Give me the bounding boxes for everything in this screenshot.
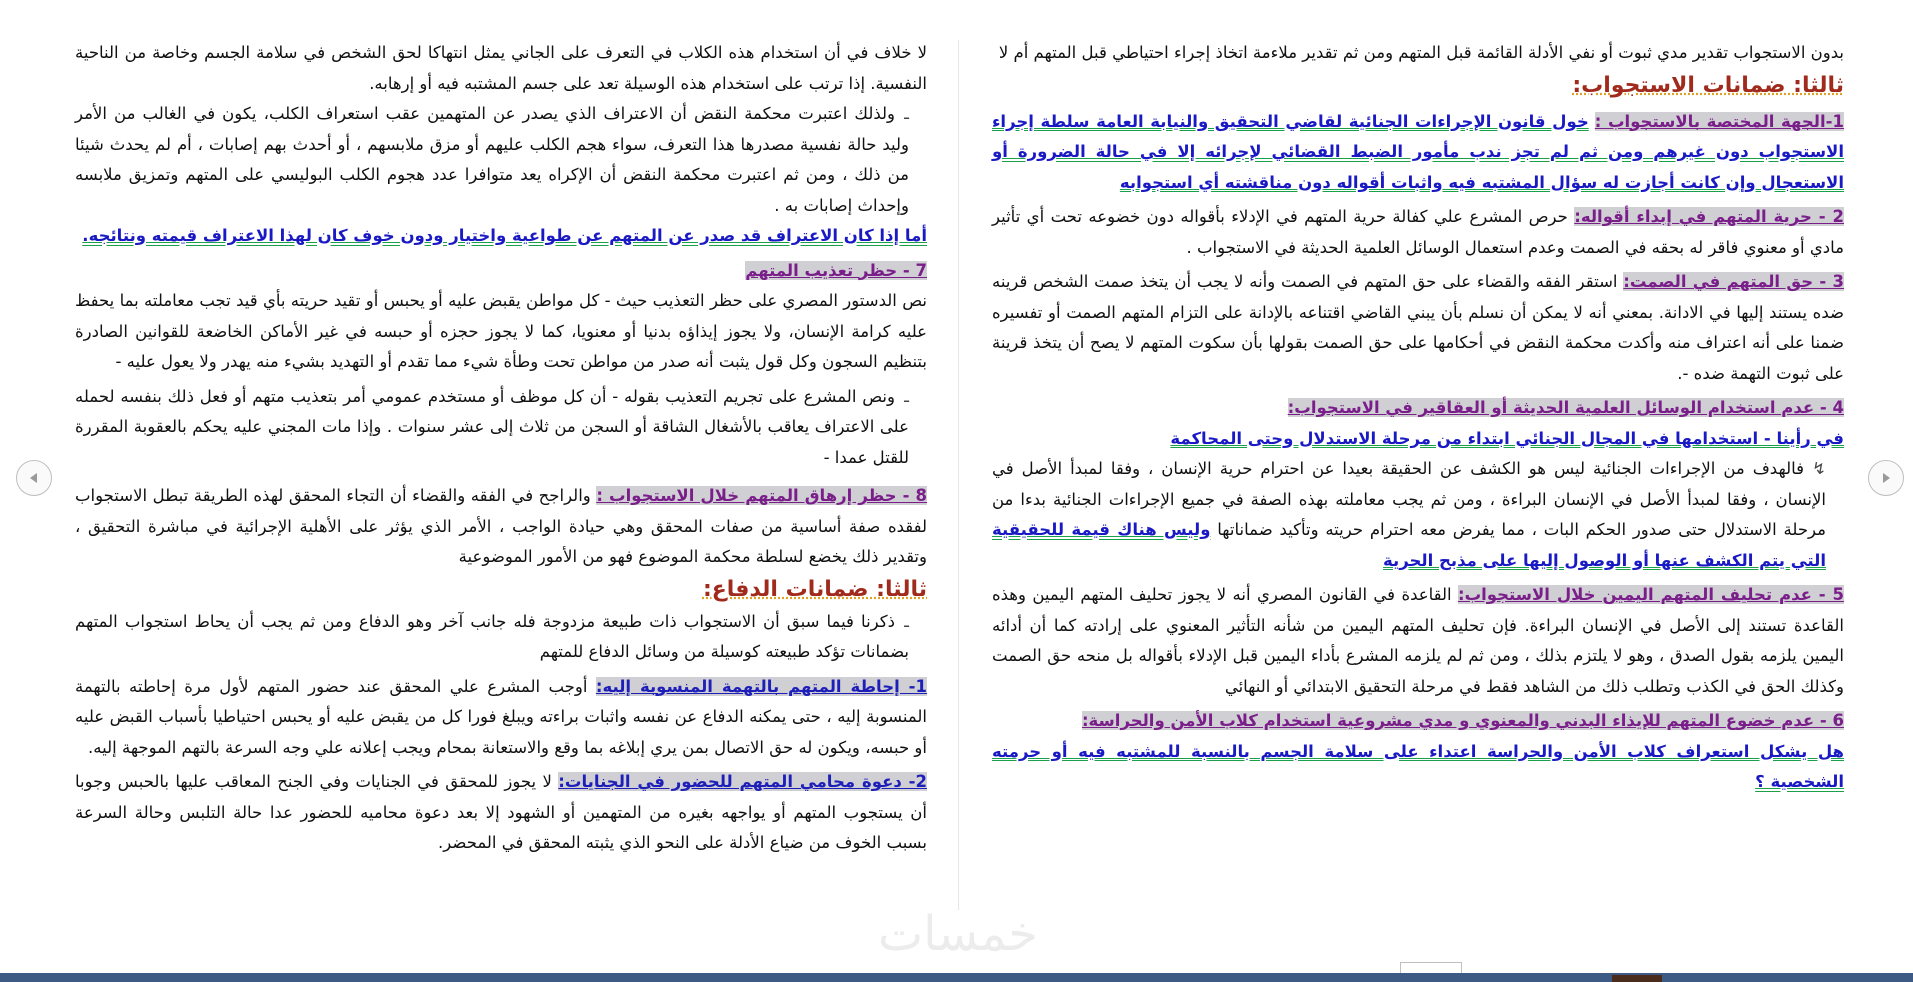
section-title-defense: ثالثا: ضمانات الدفاع: — [702, 576, 927, 602]
item-4-paragraph: ↯ فالهدف من الإجراءات الجنائية ليس هو الكشف عن الحقيقة بعيدا عن احترام حرية الإنسان ، وفقا لمبدأ الأصل في الإنسان ، وفقا لمبدأ الأصل في الإنسان البراءة ، ومن ثم يجب معاملته بهذه الصفة في جميع الإجراءات الجنائية بدءا من مرحلة الاستدلال حتى صدور الحكم البات ، مما يفرض معه احترام حريته وتأكيد ضماناتها وليس هناك قيمة للحقيقية التي يتم الكشف عنها أو الوصول إليها على مذبح الحرية — [992, 454, 1844, 576]
next-page-button[interactable] — [1868, 460, 1904, 496]
left-page-column — [75, 38, 927, 859]
item-5 — [992, 580, 1844, 702]
item-4-tail: وليس هناك قيمة للحقيقية التي يتم الكشف عنها أو الوصول إليها على مذبح الحرية — [992, 520, 1826, 570]
intro-paragraph: بدون الاستجواب تقدير مدي ثبوت أو نفي الأدلة القائمة قبل المتهم ومن ثم تقدير ملاءمة اتخاذ إجراء احتياطي قبل المتهم أم لا — [998, 43, 1844, 62]
item-6-heading: 6 - عدم خضوع المتهم للإيذاء البدني والمعنوي و مدي مشروعية استخدام كلاب الأمن والحراسة: — [1081, 711, 1844, 730]
item-8-heading: 8 - حظر إرهاق المتهم خلال الاستجواب : — [596, 486, 928, 505]
item-2-heading: 2 - حرية المتهم في إبداء أقواله: — [1574, 207, 1845, 226]
item-1 — [992, 107, 1844, 199]
bullet-icon: ـ — [904, 611, 909, 631]
item-4-heading: 4 - عدم استخدام الوسائل العلمية الحديثة أو العقاقير في الاستجواب: — [1287, 398, 1844, 417]
bullet-icon: ↯ — [1812, 459, 1826, 478]
right-page-column — [992, 38, 1844, 798]
item-5-heading: 5 - عدم تحليف المتهم اليمين خلال الاستجواب: — [1457, 585, 1844, 604]
item-3 — [992, 267, 1844, 389]
item-3-heading: 3 - حق المتهم في الصمت: — [1623, 272, 1844, 291]
chevron-right-icon — [1879, 471, 1893, 485]
confession-note: أما إذا كان الاعتراف قد صدر عن المتهم عن طواعية واختيار ودون خوف كان لهذا الاعتراف قيمته ونتائجه. — [82, 226, 927, 245]
item-7-body: نص الدستور المصري على حظر التعذيب حيث - كل مواطن يقبض عليه أو يحبس أو تقيد حريته بأي قيد تجب معاملته بما يحفظ عليه كرامة الإنسان، ولا يجوز إيذاؤه بدنيا أو معنويا، كما لا يجوز حجزه أو حبسه في غير الأماكن الخاضعة للقوانين الصادرة بتنظيم السجون وكل قول يثبت أنه صدر من مواطن تحت وطأة شيء مما تقدم أو التهديد بشيء منه يهدر ولا يعول عليه - — [75, 291, 927, 371]
cassation-paragraph: ـولذلك اعتبرت محكمة النقض أن الاعتراف الذي يصدر عن المتهمين عقب استعراف الكلب، يكون في الغالب من الأمر وليد حالة نفسية مصدرها هذا التعرف، سواء هجم الكلب عليهم أو مزق ملابسهم ، أو أحدث بهم إصابات ، أم لم يحدث شيئا من ذلك ، ومن ثم اعتبرت محكمة النقض أن الإكراه يعد متوافرا عدد هجوم الكلب البوليسي على المتهم وتمزيق ملابسه وإحداث إصابات به . — [75, 99, 927, 221]
dogs-paragraph: لا خلاف في أن استخدام هذه الكلاب في التعرف على الجاني يمثل انتهاكا لحق الشخص في سلامة الجسم وخاصة من الناحية النفسية. إذا ترتب على استخدام هذه الوسيلة تعد على جسم المشتبه فيه أو إرهابه. — [75, 43, 927, 93]
item-4-subtitle: في رأينا - استخدامها في المجال الجنائي ابتداء من مرحلة الاستدلال وحتى المحاكمة — [1170, 428, 1844, 448]
item-2 — [992, 202, 1844, 263]
item-8 — [75, 481, 927, 573]
section-title-guarantees: ثالثا: ضمانات الاستجواب: — [1572, 72, 1844, 98]
item-5-body: القاعدة في القانون المصري أنه لا يجوز تحليف المتهم اليمين وهذه القاعدة تستند إلى الأصل في الإنسان البراءة. فإن تحليف المتهم اليمين من شأنه التأثير المعنوي على إرادته كما أن أدائه اليمين يلزمه بقول الصدق ، وهو لا يلتزم بذلك ، ومن ثم لم يلزمه المشرع بأداء اليمين قبل الإدلاء بأقواله بل منحه حق الصمت وكذلك الحق في الكذب وتطلب ذلك من الشاهد فقط في مرحلة التحقيق الابتدائي أو النهائي — [992, 585, 1844, 696]
item-7-heading: 7 - حظر تعذيب المتهم — [745, 260, 927, 280]
item-3-body: استقر الفقه والقضاء على حق المتهم في الصمت وأنه لا يجب أن يتخذ صمت الشخص قرينه ضده يستند إليها في الادانة. بمعني أنه لا يمكن أن نسلم بأن يبني القاضي اقتناعه بالإدانة على التزام المتهم الصمت أو تفسيره ضمنا على أنه اعتراف منه وأكدت محكمة النقض في أحكامها على حق الصمت بقولها بأن سكوت المتهم لا يصح أن يتخذ قرينة على ثبوت التهمة ضده -. — [992, 272, 1844, 383]
chevron-left-icon — [27, 471, 41, 485]
bullet-icon: ـ — [904, 386, 909, 406]
defense-item-2-body: لا يجوز للمحقق في الجنايات وفي الجنح المعاقب عليها بالحبس وجوبا أن يستجوب المتهم أو يواجهه بغيره من المتهمين أو الشهود إلا بعد دعوة محاميه للحضور عدا حالة التلبس وحالة السرعة بسبب الخوف من ضياع الأدلة على النحو الذي يثبته المحقق في المحضر. — [75, 772, 927, 852]
page-divider — [958, 40, 959, 910]
defense-intro: ـذكرنا فيما سبق أن الاستجواب ذات طبيعة مزدوجة فله جانب آخر وهو الدفاع ومن ثم يجب أن يحاط استجواب المتهم بضمانات تؤكد طبيعته كوسيلة من وسائل الدفاع للمتهم — [75, 607, 927, 668]
bottom-marker — [1612, 975, 1662, 982]
item-8-body: والراجح في الفقه والقضاء أن التجاء المحقق لهذه الطريقة تبطل الاستجواب لفقده صفة أساسية من صفات المحقق وهي حيادة الواجب ، الأمر الذي يؤثر على الأهلية الإجرائية في مباشرة التحقيق ، وتقدير ذلك يخضع لسلطة محكمة الموضوع فهو من الأمور الموضوعية — [75, 486, 927, 566]
defense-item-2-heading: 2- دعوة محامي المتهم للحضور في الجنايات: — [558, 772, 927, 791]
bullet-icon: ـ — [904, 104, 909, 123]
item-7-paragraph-2: ـونص المشرع على تجريم التعذيب بقوله - أن كل موظف أو مستخدم عمومي أمر بتعذيب متهم أو فعل ذلك بنفسه لحمله على الاعتراف يعاقب بالأشغال الشاقة أو السجن من ثلاث إلى عشر سنوات . وإذا مات المجني عليه يحكم بالعقوبة المقررة للقتل عمدا - — [75, 382, 927, 474]
defense-item-2 — [75, 767, 927, 859]
item-4 — [992, 393, 1844, 424]
item-1-heading: 1-الجهة المختصة بالاستجواب : — [1594, 111, 1844, 131]
item-7 — [75, 256, 927, 287]
item-6 — [992, 706, 1844, 737]
item-2-body: حرص المشرع علي كفالة حرية المتهم في الإدلاء بأقواله دون خضوعه تحت أي تأثير مادي أو معنوي فاقر له بحقه في الصمت وعدم استعمال الوسائل العلمية الحديثة في الاستجواب . — [992, 207, 1844, 257]
watermark-logo: خمسات — [877, 906, 1039, 962]
defense-item-1-body: أوجب المشرع علي المحقق عند حضور المتهم لأول مرة إحاطته بالتهمة المنسوبة إليه ، حتى يمكنه الدفاع عن نفسه واثبات براءته ويبلغ فورا كل من يقبض عليه أو يحبس احتياطيا بأسباب القبض عليه أو حبسه، ويكون له حق الاتصال بمن يري إبلاغه بما وقع والاستعانة بمحام ويجب إعلانه علي وجه السرعة بالتهم الموجهة إليه. — [75, 676, 927, 757]
defense-item-1 — [75, 672, 927, 764]
prev-page-button[interactable] — [16, 460, 52, 496]
item-1-body: خول قانون الإجراءات الجنائية لقاضي التحقيق والنيابة العامة سلطة إجراء الاستجواب دون غيرهم ومن ثم لم تجز ندب مأمور الضبط القضائي لإجرائه إلا في حالة الضرورة أو الاستعجال وإن كانت أجازت له سؤال المشتبه فيه واثبات أقواله دون مناقشته أي استجوابه — [992, 111, 1844, 192]
defense-item-1-heading: 1- إحاطة المتهم بالتهمة المنسوبة إليه: — [595, 676, 927, 696]
item-6-question: هل يشكل استعراف كلاب الأمن والحراسة اعتداء على سلامة الجسم بالنسبة للمشتبه فيه أو حرمته الشخصية ؟ — [992, 741, 1844, 791]
